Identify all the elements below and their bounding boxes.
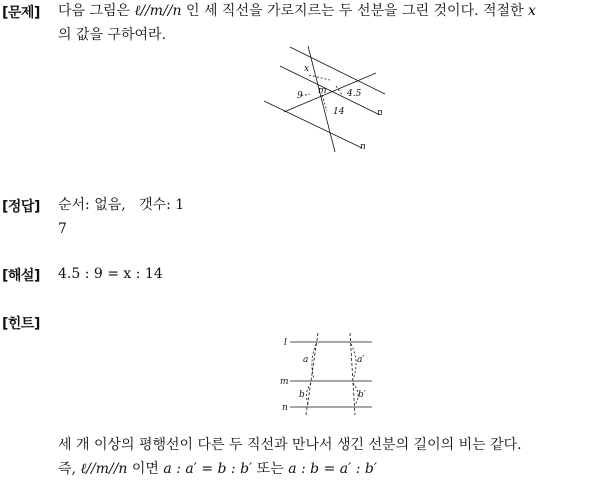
figure-label-n: n [360,142,366,152]
answer-order: 순서: 없음, [58,197,126,213]
hint-text-2-mid2: 또는 [252,461,289,477]
problem-text-pre: 다음 그림은 [58,3,135,19]
hint-label: [힌트] [2,316,40,332]
answer-value: 7 [58,221,67,237]
figure-label-14: 14 [333,107,345,117]
hint-label-m: m [280,377,289,387]
variable-x: x [528,3,536,19]
hint-label-b-prime: b′ [358,390,366,400]
parallel-notation: ℓ//m//n [134,3,182,19]
problem-line-2: 의 값을 구하여라. [58,27,167,43]
hint-ratio-2: a : b = a′ : b′ [288,461,378,477]
hint-label-a: a [303,355,309,365]
figure-label-x: x [304,64,310,74]
problem-label: [문제] [2,5,40,21]
hint-text-1: 세 개 이상의 평행선이 다른 두 직선과 만나서 생긴 선분의 길이의 비는 같다. [58,437,522,453]
figure-label-n-upper: n [377,108,383,118]
explanation-formula: 4.5 : 9 = x : 14 [58,266,163,282]
figure-label-4-5: 4.5 [347,89,362,99]
problem-text-post: 인 세 직선을 가로지르는 두 선분을 그린 것이다. 적절한 [181,3,529,19]
hint-label-b: b [299,390,305,400]
hint-label-a-prime: a′ [357,355,365,365]
hint-text-2 [58,458,377,480]
answer-label: [정답] [2,199,40,215]
hint-ratio-1: a : a′ = b : b′ [163,461,253,477]
hint-transversal-2 [350,333,355,415]
hint-text-2-pre: 즉, [58,461,81,477]
figure-label-m: m [318,86,327,96]
explanation-label: [해설] [2,268,40,284]
hint-label-l: l [284,338,287,348]
hint-text-2-mid1: 이면 [127,461,164,477]
hint-label-n: n [282,403,288,413]
hint-parallel-notation: ℓ//m//n [80,461,128,477]
figure-label-9: 9 [297,91,303,101]
hint-brace-a2 [351,344,356,379]
answer-count: 갯수: 1 [139,197,185,213]
